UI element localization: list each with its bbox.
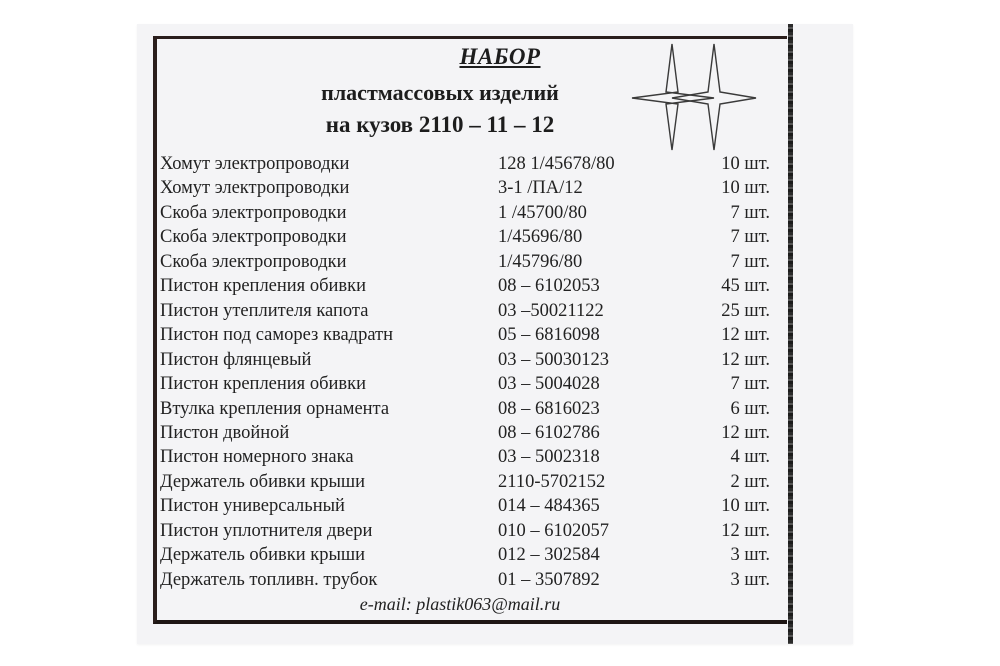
item-name: Хомут электропроводки [160,154,350,174]
item-qty: 25 шт. [721,300,770,321]
item-qty: 7 шт. [730,251,770,272]
item-code: 01 – 3507892 [498,569,600,590]
list-item [160,250,780,274]
item-code: 1 /45700/80 [498,202,587,223]
item-qty: 10 шт. [721,178,770,199]
list-item [160,445,780,469]
item-qty: 10 шт. [721,496,770,517]
item-qty: 12 шт. [721,349,770,370]
list-item [160,494,780,518]
list-item [160,348,780,372]
item-name: Пистон крепления обивки [160,276,367,297]
list-item [160,323,780,347]
item-code: 128 1/45678/80 [498,154,615,174]
item-qty: 12 шт. [721,422,770,443]
item-name: Пистон универсальный [160,496,345,517]
item-code: 010 – 6102057 [498,520,609,541]
item-name: Втулка крепления орнамента [160,398,390,419]
item-code: 1/45796/80 [498,251,583,272]
item-qty: 12 шт. [721,325,770,346]
item-name: Пистон двойной [160,422,290,443]
document-subtitle-line1: пластмассовых изделий [321,80,559,105]
item-code: 1/45696/80 [498,227,583,248]
list-item [160,372,780,396]
item-name: Хомут электропроводки [160,178,350,199]
list-item [160,225,780,249]
list-item [160,470,780,494]
item-code: 3-1 /ПА/12 [498,178,583,199]
contact-email: e-mail: plastik063@mail.ru [359,594,561,614]
item-code: 08 – 6816023 [498,398,600,419]
item-name: Пистон флянцевый [160,349,312,370]
item-qty: 4 шт. [730,447,770,468]
item-name: Пистон уплотнителя двери [160,520,373,541]
list-item [160,543,780,567]
document-subtitle-line2: на кузов 2110 – 11 – 12 [325,112,555,137]
item-code: 05 – 6816098 [498,325,600,346]
item-qty: 10 шт. [721,154,770,174]
item-name: Держатель обивки крыши [160,471,366,492]
list-item [160,568,780,592]
item-code: 2110-5702152 [498,471,606,492]
item-name: Скоба электропроводки [160,251,347,272]
item-name: Пистон крепления обивки [160,374,367,395]
item-code: 08 – 6102786 [498,422,600,443]
item-code: 08 – 6102053 [498,276,600,297]
star-logo-icon [628,42,760,152]
item-name: Пистон утеплителя капота [160,300,369,321]
document-title: НАБОР [459,44,541,69]
list-item [160,397,780,421]
item-name: Скоба электропроводки [160,227,347,248]
item-name: Держатель обивки крыши [160,545,366,566]
item-qty: 7 шт. [730,202,770,223]
item-code: 012 – 302584 [498,545,600,566]
item-qty: 45 шт. [721,276,770,297]
four-point-star-icon [672,44,756,150]
item-name: Держатель топливн. трубок [160,569,378,590]
item-code: 03 – 50030123 [498,349,609,370]
list-item [160,421,780,445]
list-item [160,152,780,176]
item-code: 03 –50021122 [498,300,604,321]
item-code: 03 – 5004028 [498,374,600,395]
item-name: Пистон номерного знака [160,447,354,468]
item-qty: 7 шт. [730,227,770,248]
item-qty: 7 шт. [730,374,770,395]
item-name: Пистон под саморез квадратн [160,325,394,346]
list-item [160,519,780,543]
item-name: Скоба электропроводки [160,202,347,223]
list-item [160,274,780,298]
right-border-line [788,24,793,644]
four-point-star-icon [632,44,714,150]
list-item [160,201,780,225]
list-item [160,176,780,200]
item-code: 014 – 484365 [498,496,600,517]
item-qty: 2 шт. [730,471,770,492]
item-qty: 6 шт. [730,398,770,419]
item-code: 03 – 5002318 [498,447,600,468]
list-item [160,299,780,323]
item-qty: 12 шт. [721,520,770,541]
item-qty: 3 шт. [730,569,770,590]
item-qty: 3 шт. [730,545,770,566]
